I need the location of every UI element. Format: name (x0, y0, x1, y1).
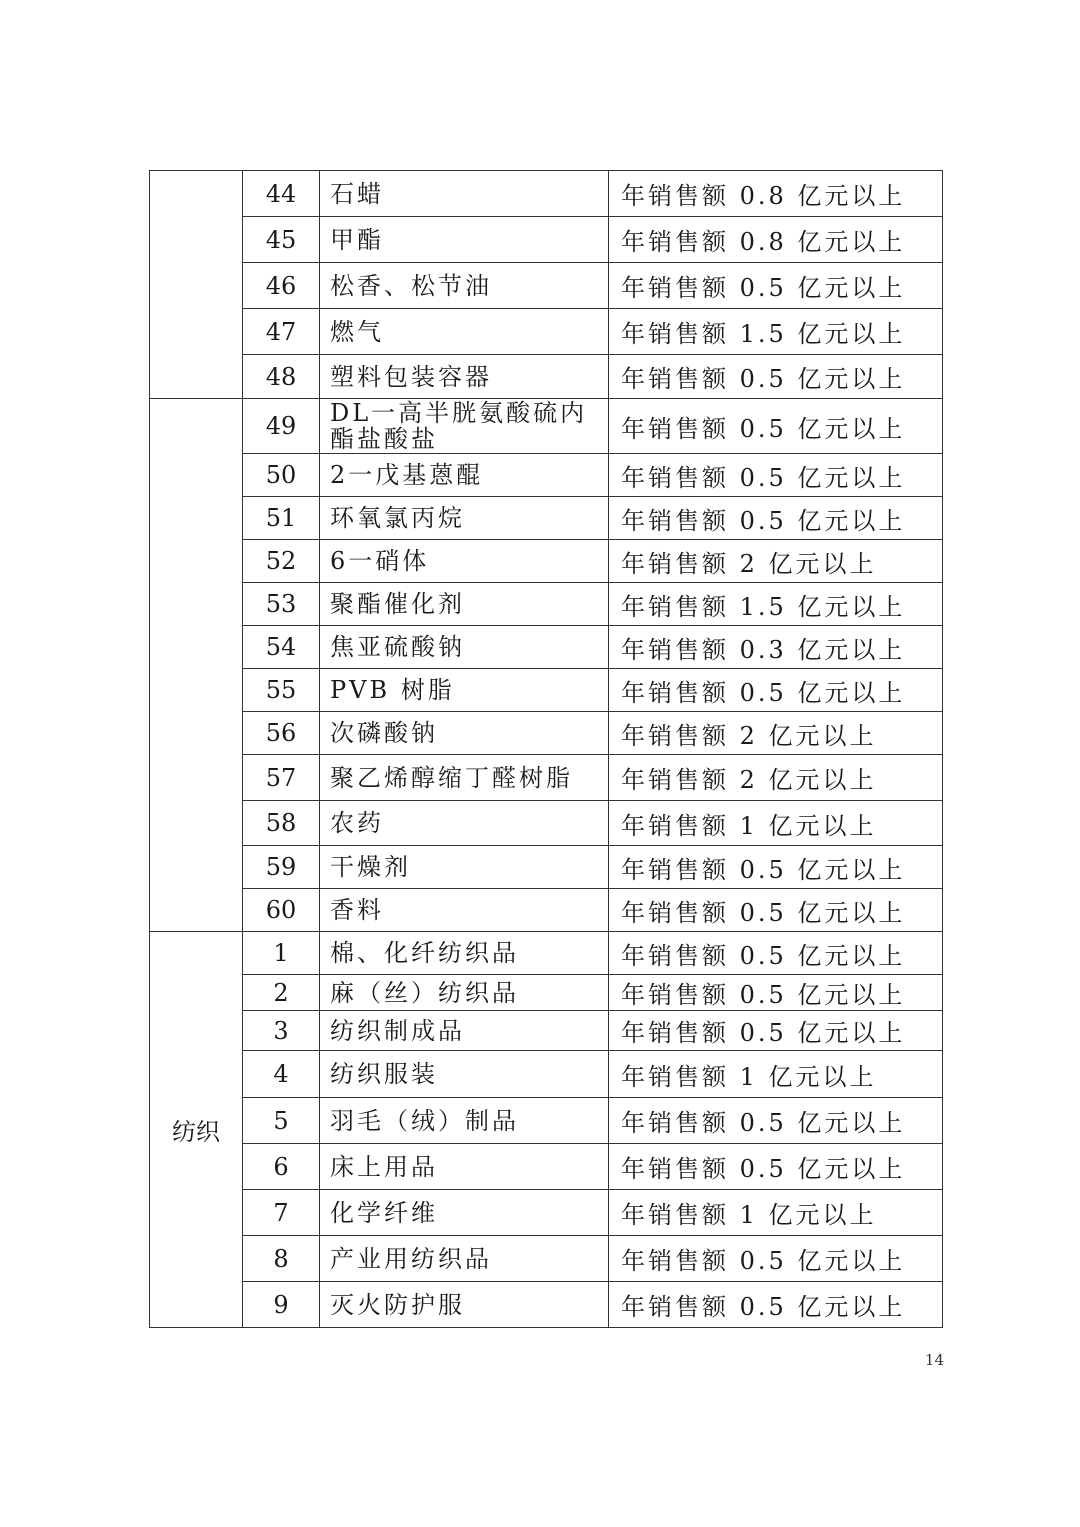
table-row (150, 540, 943, 583)
table-row (150, 1190, 943, 1236)
category-cell (150, 171, 243, 399)
row-number-cell: 54 (243, 626, 320, 669)
product-name-cell: 纺织服装 (320, 1051, 609, 1098)
requirement-cell: 年销售额 0.5 亿元以上 (609, 355, 943, 399)
table-row (150, 755, 943, 801)
table-row (150, 355, 943, 399)
requirement-cell: 年销售额 0.5 亿元以上 (609, 497, 943, 540)
category-cell: 纺织 (150, 932, 243, 1328)
table-row (150, 263, 943, 309)
product-name-cell: 干燥剂 (320, 846, 609, 889)
product-name-cell: 麻（丝）纺织品 (320, 975, 609, 1011)
requirement-cell: 年销售额 0.5 亿元以上 (609, 846, 943, 889)
table-row (150, 1051, 943, 1098)
requirement-cell: 年销售额 0.3 亿元以上 (609, 626, 943, 669)
requirement-cell: 年销售额 0.5 亿元以上 (609, 669, 943, 712)
table-row (150, 932, 943, 975)
product-name-cell: 石蜡 (320, 171, 609, 217)
row-number-cell: 50 (243, 454, 320, 497)
table-row (150, 889, 943, 932)
requirement-cell: 年销售额 0.5 亿元以上 (609, 399, 943, 454)
product-name-cell: 塑料包装容器 (320, 355, 609, 399)
product-name-cell: 甲酯 (320, 217, 609, 263)
requirement-cell: 年销售额 0.8 亿元以上 (609, 171, 943, 217)
requirement-cell: 年销售额 1.5 亿元以上 (609, 309, 943, 355)
requirement-cell: 年销售额 0.5 亿元以上 (609, 263, 943, 309)
product-name-cell: 香料 (320, 889, 609, 932)
requirement-cell: 年销售额 0.5 亿元以上 (609, 1098, 943, 1144)
product-name-cell: 床上用品 (320, 1144, 609, 1190)
row-number-cell: 60 (243, 889, 320, 932)
requirement-cell: 年销售额 2 亿元以上 (609, 540, 943, 583)
requirement-cell: 年销售额 1 亿元以上 (609, 1051, 943, 1098)
table-row (150, 1236, 943, 1282)
product-name-cell: 产业用纺织品 (320, 1236, 609, 1282)
product-name-cell: PVB 树脂 (320, 669, 609, 712)
page-number: 14 (924, 1351, 944, 1369)
category-cell (150, 399, 243, 932)
product-name-cell: 2一戊基蒽醌 (320, 454, 609, 497)
row-number-cell: 46 (243, 263, 320, 309)
row-number-cell: 4 (243, 1051, 320, 1098)
requirement-cell: 年销售额 0.5 亿元以上 (609, 454, 943, 497)
requirement-cell: 年销售额 1 亿元以上 (609, 1190, 943, 1236)
table-row (150, 626, 943, 669)
table-row (150, 217, 943, 263)
product-name-cell: 羽毛（绒）制品 (320, 1098, 609, 1144)
table-row (150, 712, 943, 755)
requirement-cell: 年销售额 1 亿元以上 (609, 801, 943, 846)
requirement-cell: 年销售额 0.5 亿元以上 (609, 932, 943, 975)
row-number-cell: 8 (243, 1236, 320, 1282)
requirement-cell: 年销售额 0.5 亿元以上 (609, 1236, 943, 1282)
product-table (149, 170, 943, 1328)
product-name-cell: 农药 (320, 801, 609, 846)
row-number-cell: 48 (243, 355, 320, 399)
row-number-cell: 3 (243, 1011, 320, 1051)
product-name-cell: 次磷酸钠 (320, 712, 609, 755)
product-name-cell: 焦亚硫酸钠 (320, 626, 609, 669)
row-number-cell: 52 (243, 540, 320, 583)
row-number-cell: 9 (243, 1282, 320, 1328)
product-name-cell: 纺织制成品 (320, 1011, 609, 1051)
table-row (150, 1282, 943, 1328)
table-row (150, 1098, 943, 1144)
table-row (150, 309, 943, 355)
row-number-cell: 55 (243, 669, 320, 712)
requirement-cell: 年销售额 0.5 亿元以上 (609, 1011, 943, 1051)
table-row (150, 669, 943, 712)
product-name-cell: 6一硝体 (320, 540, 609, 583)
table-row (150, 171, 943, 217)
row-number-cell: 58 (243, 801, 320, 846)
table-row (150, 801, 943, 846)
row-number-cell: 56 (243, 712, 320, 755)
row-number-cell: 1 (243, 932, 320, 975)
requirement-cell: 年销售额 0.5 亿元以上 (609, 1144, 943, 1190)
table-row (150, 399, 943, 454)
requirement-cell: 年销售额 0.5 亿元以上 (609, 1282, 943, 1328)
requirement-cell: 年销售额 0.5 亿元以上 (609, 889, 943, 932)
requirement-cell: 年销售额 2 亿元以上 (609, 755, 943, 801)
row-number-cell: 7 (243, 1190, 320, 1236)
row-number-cell: 47 (243, 309, 320, 355)
row-number-cell: 53 (243, 583, 320, 626)
table-row (150, 1011, 943, 1051)
product-name-cell: 松香、松节油 (320, 263, 609, 309)
table-row (150, 583, 943, 626)
table-row (150, 497, 943, 540)
product-name-cell: 化学纤维 (320, 1190, 609, 1236)
requirement-cell: 年销售额 2 亿元以上 (609, 712, 943, 755)
row-number-cell: 6 (243, 1144, 320, 1190)
row-number-cell: 2 (243, 975, 320, 1011)
row-number-cell: 49 (243, 399, 320, 454)
table-row (150, 454, 943, 497)
requirement-cell: 年销售额 0.5 亿元以上 (609, 975, 943, 1011)
product-name-cell: DL一高半胱氨酸硫内酯盐酸盐 (320, 399, 609, 454)
row-number-cell: 45 (243, 217, 320, 263)
requirement-cell: 年销售额 1.5 亿元以上 (609, 583, 943, 626)
requirement-cell: 年销售额 0.8 亿元以上 (609, 217, 943, 263)
row-number-cell: 44 (243, 171, 320, 217)
product-name-cell: 灭火防护服 (320, 1282, 609, 1328)
table-row (150, 975, 943, 1011)
product-name-cell: 燃气 (320, 309, 609, 355)
product-name-cell: 聚乙烯醇缩丁醛树脂 (320, 755, 609, 801)
row-number-cell: 51 (243, 497, 320, 540)
product-name-cell: 聚酯催化剂 (320, 583, 609, 626)
row-number-cell: 5 (243, 1098, 320, 1144)
row-number-cell: 59 (243, 846, 320, 889)
product-name-cell: 棉、化纤纺织品 (320, 932, 609, 975)
table-row (150, 1144, 943, 1190)
row-number-cell: 57 (243, 755, 320, 801)
product-name-cell: 环氧氯丙烷 (320, 497, 609, 540)
table-row (150, 846, 943, 889)
